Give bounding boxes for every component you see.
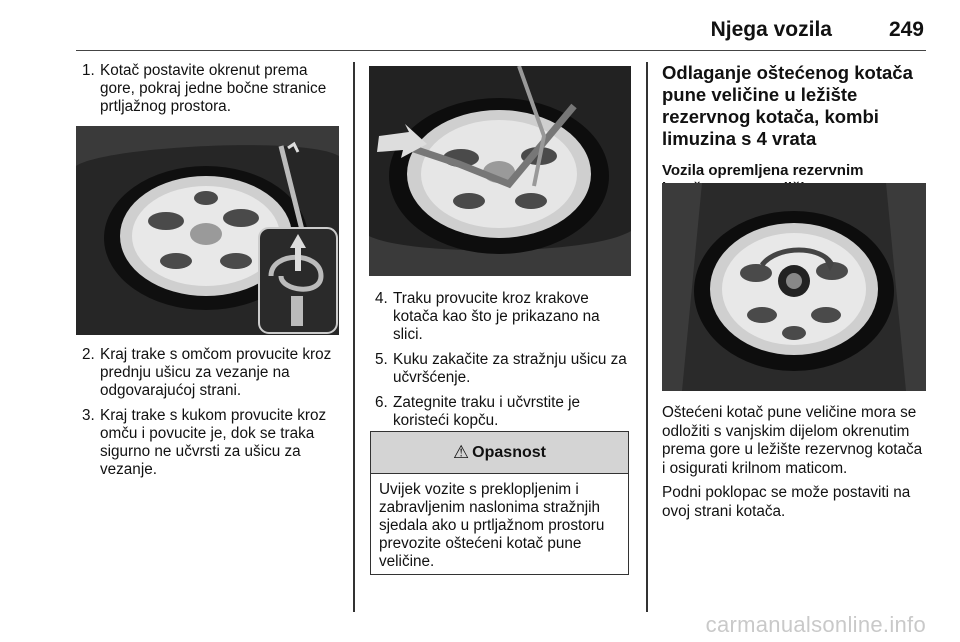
spare-wheel-well-photo	[662, 183, 926, 391]
wheel-spokes-illustration	[369, 66, 631, 276]
page-header	[76, 0, 926, 51]
warning-title: Opasnost	[472, 443, 546, 461]
step-text: Kraj trake s omčom provucite kroz prednju ušicu za vezanje na odgovarajućoj strani.	[100, 346, 332, 399]
spare-wheel-strap-photo	[76, 126, 339, 335]
step-item: 6. Zategnite traku i učvrstite je koristeći kopču.	[375, 394, 581, 429]
right-column-lower	[662, 404, 928, 521]
watermark: carmanualsonline.info	[705, 612, 926, 637]
step-item: 1. Kotač postavite okrenut prema gore, pokraj jedne bočne stranice prtljažnog prostora.	[82, 62, 327, 115]
step-item: 4. Traku provucite kroz krakove kotača kao što je prikazano na slici.	[375, 290, 600, 343]
step-text: Kuku zakačite za stražnju ušicu za učvršćenje.	[393, 351, 627, 386]
column-divider-left	[353, 62, 355, 612]
subsection-heading: Vozila opremljena rezervnim	[662, 162, 864, 179]
step-item: 5. Kuku zakačite za stražnju ušicu za učvršćenje.	[375, 351, 627, 386]
paragraph: Oštećeni kotač pune veličine mora se odložiti s vanjskim dijelom okrenutim prema gore u ležište rezervnog kotača i osigurati krilnom maticom.	[662, 404, 923, 477]
wheel-strap-illustration	[76, 126, 339, 335]
column-divider-right	[646, 62, 648, 612]
step-item: 2. Kraj trake s omčom provucite kroz prednju ušicu za vezanje na odgovarajućoj strani.	[82, 346, 332, 399]
page-number: 249	[888, 18, 924, 41]
left-column-lower	[77, 346, 342, 486]
right-column	[662, 62, 926, 198]
warning-triangle-icon: ⚠	[453, 442, 470, 462]
section-title: Njega vozila	[710, 18, 832, 41]
step-text: Kraj trake s kukom provucite kroz omču i povucite je, dok se traka sigurno ne učvrsti za ušicu za vezanje.	[100, 407, 327, 478]
step-text: Kotač postavite okrenut prema gore, pokraj jedne bočne stranice prtljažnog prostora.	[100, 62, 327, 115]
step-item: 3. Kraj trake s kukom provucite kroz omču i povucite je, dok se traka sigurno ne učvrsti za ušicu za vezanje.	[82, 407, 327, 478]
section-heading: Odlaganje oštećenog kotača pune veličine u ležište rezervnog kotača, kombi limuzina s 4 vrata	[662, 62, 913, 149]
danger-warning-box	[370, 431, 629, 575]
paragraph: Podni poklopac se može postaviti na ovoj strani kotača.	[662, 484, 911, 520]
warning-header	[371, 432, 628, 474]
wheel-well-illustration	[662, 183, 926, 391]
wheel-strap-through-spokes-photo	[369, 66, 631, 276]
middle-column	[370, 290, 632, 437]
step-text: Traku provucite kroz krakove kotača kao što je prikazano na slici.	[393, 290, 600, 343]
warning-text: Uvijek vozite s preklopljenim i zabravljenim naslonima stražnjih sjedala ako u prtljažnom prostoru prevozite oštećeni kotač pune veličine.	[379, 481, 605, 570]
left-column	[77, 62, 342, 123]
step-text: Zategnite traku i učvrstite je koristeći kopču.	[393, 394, 581, 429]
